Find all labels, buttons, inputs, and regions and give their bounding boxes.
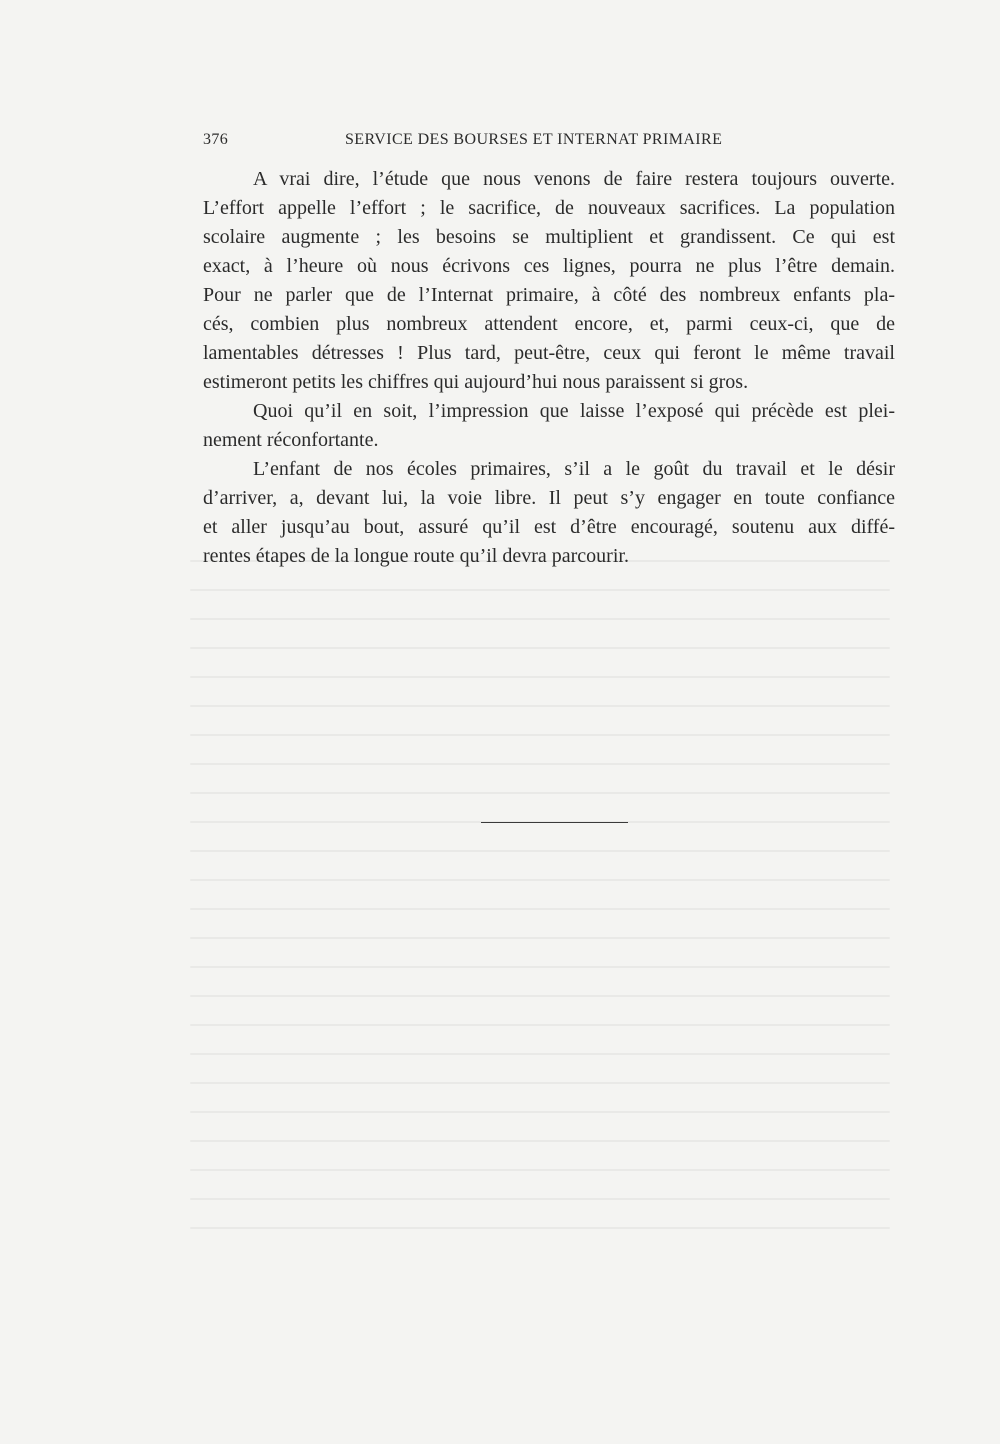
text-line: lamentables détresses ! Plus tard, peut-être, ceux qui feront le même travail — [203, 342, 895, 364]
page-number: 376 — [203, 131, 229, 148]
body-text — [203, 165, 895, 571]
text-line: L’enfant de nos écoles primaires, s’il a le goût du travail et le désir — [253, 458, 895, 480]
text-line: et aller jusqu’au bout, assuré qu’il est d’être encouragé, soutenu aux diffé- — [203, 516, 895, 538]
text-line: Pour ne parler que de l’Internat primaire, à côté des nombreux enfants pla- — [203, 284, 895, 306]
text-line: Quoi qu’il en soit, l’impression que laisse l’exposé qui précède est plei- — [253, 400, 895, 422]
section-end-rule — [481, 822, 628, 823]
text-line: cés, combien plus nombreux attendent encore, et, parmi ceux-ci, que de — [203, 313, 895, 335]
text-line: d’arriver, a, devant lui, la voie libre. Il peut s’y engager en toute confiance — [203, 487, 895, 509]
show-through-texture — [190, 560, 890, 1320]
text-line: rentes étapes de la longue route qu’il devra parcourir. — [203, 545, 629, 567]
running-title: SERVICE DES BOURSES ET INTERNAT PRIMAIRE — [345, 131, 723, 148]
text-line: A vrai dire, l’étude que nous venons de faire restera toujours ouverte. — [253, 168, 895, 190]
text-line: estimeront petits les chiffres qui aujourd’hui nous paraissent si gros. — [203, 371, 749, 393]
text-line: nement réconfortante. — [203, 429, 379, 451]
text-line: L’effort appelle l’effort ; le sacrifice, de nouveaux sacrifices. La population — [203, 197, 895, 219]
running-head — [203, 131, 779, 155]
text-line: exact, à l’heure où nous écrivons ces lignes, pourra ne plus l’être demain. — [203, 255, 895, 277]
text-line: scolaire augmente ; les besoins se multiplient et grandissent. Ce qui est — [203, 226, 895, 248]
